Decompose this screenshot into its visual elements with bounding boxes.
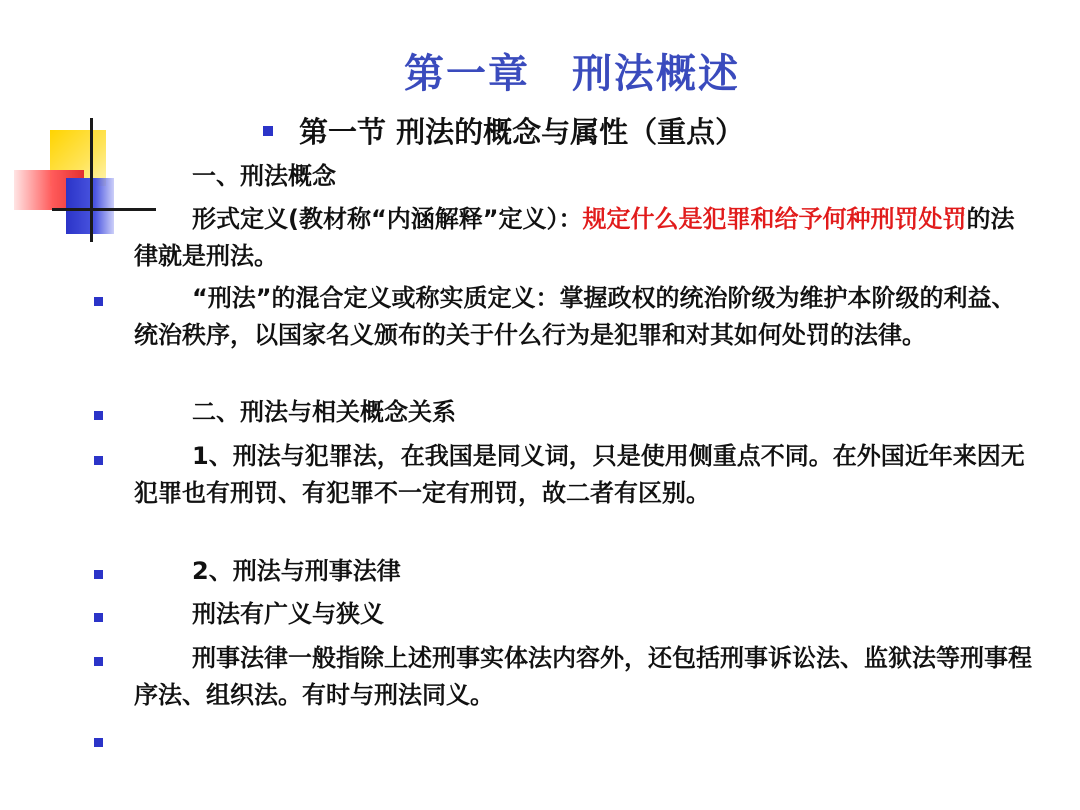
list-item-text: 形式定义(教材称“内涵解释”定义）： — [192, 205, 583, 233]
list-item-criminal-legislation-detail — [134, 640, 1034, 714]
bullet-square-icon — [94, 570, 103, 579]
list-item-text: 的法律就是刑法。 — [134, 205, 1015, 270]
bullet-square-icon — [263, 126, 273, 136]
bullet-square-icon — [94, 613, 103, 622]
highlighted-definition-text: 规定什么是犯罪和给予何种刑罚处罚 — [582, 205, 967, 233]
list-item-relations-heading — [134, 394, 1034, 431]
list-item-text: 一、刑法概念 — [192, 162, 336, 190]
bullet-square-icon — [94, 657, 103, 666]
slide-title: 第一章 刑法概述 — [404, 51, 740, 97]
list-item-text: 2、刑法与刑事法律 — [192, 557, 401, 585]
list-item-criminal-legislation — [134, 553, 1034, 590]
list-item-text: “刑法”的混合定义或称实质定义：掌握政权的统治阶级为维护本阶级的利益、统治秩序，以国家名义颁布的关于什么行为是犯罪和对其如何处罚的法律。 — [134, 284, 1016, 349]
list-item-broad-narrow — [134, 596, 1034, 633]
list-item-text: 刑法有广义与狭义 — [192, 600, 384, 628]
section-heading — [263, 110, 744, 151]
list-item-text: 二、刑法与相关概念关系 — [192, 398, 456, 426]
list-item-concept-heading — [134, 158, 1034, 195]
section-heading-text: 第一节 刑法的概念与属性（重点） — [299, 115, 745, 149]
empty-bullet-square-icon — [94, 738, 103, 747]
vertical-line-decoration — [90, 118, 93, 242]
bullet-square-icon — [94, 411, 103, 420]
list-item-criminal-law-vs-crime-law — [134, 438, 1034, 512]
bullet-square-icon — [94, 456, 103, 465]
list-item-text: 1、刑法与犯罪法，在我国是同义词，只是使用侧重点不同。在外国近年来因无犯罪也有刑罚、有犯罪不一定有刑罚，故二者有区别。 — [134, 442, 1025, 507]
bullet-square-icon — [94, 297, 103, 306]
list-item-mixed-definition — [134, 280, 1034, 354]
list-item-text: 刑事法律一般指除上述刑事实体法内容外，还包括刑事诉讼法、监狱法等刑事程序法、组织法。有时与刑法同义。 — [134, 644, 1032, 709]
list-item-formal-definition — [134, 201, 1034, 275]
